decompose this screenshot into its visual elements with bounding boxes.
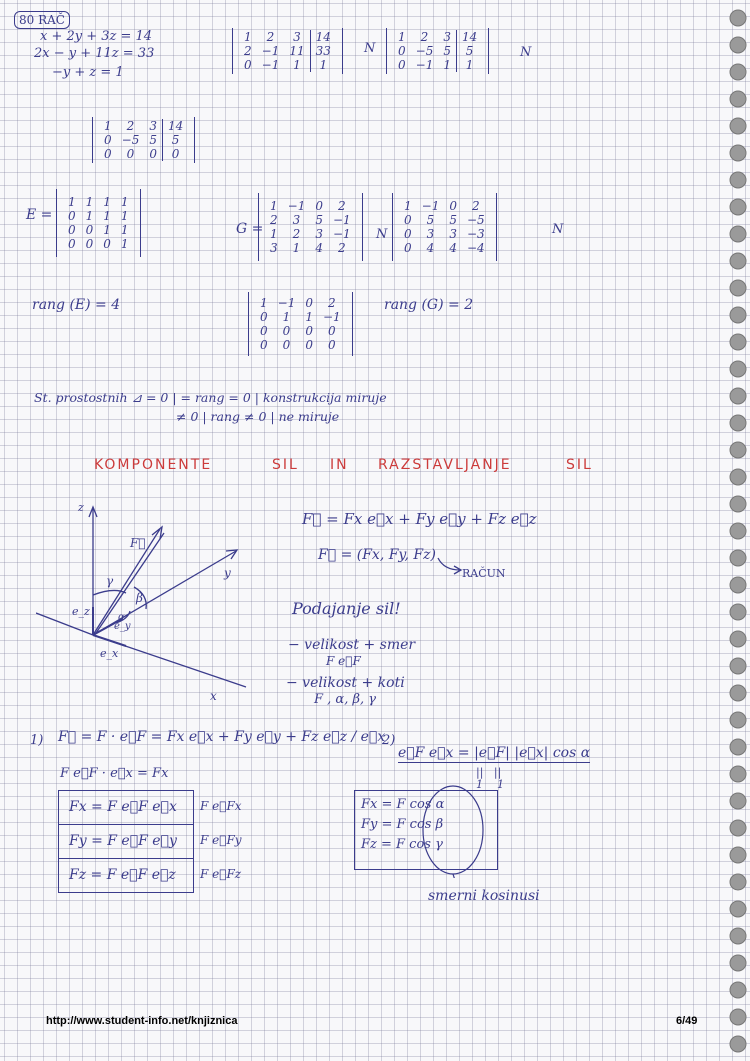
matrix-cell: 33 xyxy=(310,44,336,58)
cos-row: Fz = F cos γ xyxy=(361,837,443,852)
matrix-cell: 3 xyxy=(292,213,301,227)
matrix-cell: 3 xyxy=(270,241,278,255)
matrix-cell: 0 xyxy=(68,237,76,251)
matrix-cell: −1 xyxy=(261,44,280,58)
matrix-cell: −1 xyxy=(261,58,280,72)
matrix-cell: 0 xyxy=(104,147,112,161)
section-title-part: SIL xyxy=(566,457,593,473)
matrix-cell: −1 xyxy=(332,227,351,241)
z-label: z xyxy=(78,501,84,514)
matrix-cell: 0 xyxy=(305,324,313,338)
racun-label: RAČUN xyxy=(462,567,506,580)
matrix-cell: 14 xyxy=(310,30,336,44)
matrix-cell: 1 xyxy=(103,223,111,237)
matrix-g xyxy=(258,193,363,261)
force-diagram xyxy=(36,495,256,705)
matrix-cell: 1 xyxy=(85,209,94,223)
matrix-cell: 2 xyxy=(292,227,301,241)
cos-row: Fx = F cos α xyxy=(361,797,445,812)
matrix-cell: 1 xyxy=(260,296,268,310)
matrix-cell: 1 xyxy=(120,223,129,237)
matrix-cell: 0 xyxy=(282,338,291,352)
x-label: x xyxy=(210,689,217,703)
gamma-label: γ xyxy=(106,574,114,588)
matrix-cell: 5 xyxy=(456,44,482,58)
bullet-1-sub: F e⃗F xyxy=(326,654,361,668)
matrix-cell: 5 xyxy=(449,213,457,227)
matrix-cell: 0 xyxy=(398,44,406,58)
matrix-cell: 1 xyxy=(68,195,76,209)
bullet-1: − velikost + smer xyxy=(288,637,416,653)
matrix-cell: 0 xyxy=(68,223,76,237)
matrix-cell: 1 xyxy=(310,58,336,72)
matrix-cell: 1 xyxy=(120,209,129,223)
matrix-cell: 14 xyxy=(162,119,188,133)
equiv-symbol: N xyxy=(376,227,388,242)
matrix-cell: 1 xyxy=(244,30,252,44)
matrix-cell: 2 xyxy=(338,199,346,213)
matrix-cell: 5 xyxy=(443,44,451,58)
equiv-symbol: N xyxy=(364,41,376,56)
f-label: F⃗ xyxy=(130,536,146,550)
label-e: E = xyxy=(26,207,53,223)
matrix-cell: 0 xyxy=(449,199,457,213)
matrix-cell: 1 xyxy=(282,310,291,324)
matrix-cell: 2 xyxy=(338,241,346,255)
matrix-cell: 1 xyxy=(85,195,94,209)
equiv-symbol: N xyxy=(520,45,532,60)
matrix-2 xyxy=(386,28,489,74)
box-row: Fz = F e⃗F e⃗z xyxy=(59,858,193,892)
matrix-cell: 2 xyxy=(266,30,275,44)
matrix-cell: 1 xyxy=(292,241,301,255)
equation-3: −y + z = 1 xyxy=(52,65,124,80)
matrix-cell: 4 xyxy=(449,241,457,255)
matrix-cell: −1 xyxy=(332,213,351,227)
header-tag: 80 RAČ xyxy=(14,11,70,29)
arrow-icon xyxy=(436,556,464,576)
matrix-cell: −1 xyxy=(287,199,306,213)
cos-row: Fy = F cos β xyxy=(361,817,444,832)
footer-url[interactable]: http://www.student-info.net/knjiznica xyxy=(46,1015,238,1027)
matrix-cell: 0 xyxy=(315,199,323,213)
matrix-cell: 2 xyxy=(126,119,135,133)
matrix-cell: 0 xyxy=(162,147,188,161)
matrix-cell: 2 xyxy=(244,44,252,58)
matrix-cell: −1 xyxy=(322,310,341,324)
matrix-e xyxy=(56,189,141,257)
matrix-cell: 1 xyxy=(103,209,111,223)
matrix-cell: 3 xyxy=(426,227,435,241)
side-label: F e⃗Fz xyxy=(200,867,242,881)
matrix-cell: 1 xyxy=(270,199,278,213)
box-row: Fy = F e⃗F e⃗y xyxy=(59,824,193,858)
matrix-cell: 2 xyxy=(328,296,336,310)
matrix-g3 xyxy=(248,292,353,356)
matrix-cell: 3 xyxy=(315,227,323,241)
matrix-cell: 1 xyxy=(456,58,482,72)
smerni-kosinusi: smerni kosinusi xyxy=(428,888,540,904)
matrix-cell: 1 xyxy=(103,195,111,209)
matrix-cell: 0 xyxy=(305,338,313,352)
beta-label: β xyxy=(136,591,143,605)
matrix-cell: −1 xyxy=(415,58,434,72)
matrix-cell: 1 xyxy=(293,58,301,72)
matrix-cell: 2 xyxy=(420,30,429,44)
part1-number: 1) xyxy=(30,733,44,748)
matrix-cell: −1 xyxy=(277,296,296,310)
matrix-cell: 4 xyxy=(426,241,435,255)
force-vector xyxy=(93,529,160,635)
matrix-cell: 0 xyxy=(328,324,336,338)
matrix-cell: 4 xyxy=(315,241,323,255)
matrix-cell: 1 xyxy=(305,310,313,324)
ex-label: e_x xyxy=(100,647,119,660)
matrix-cell: 1 xyxy=(120,237,129,251)
label-g: G = xyxy=(236,221,264,237)
part1-equation: F⃗ = F · e⃗F = Fx e⃗x + Fy e⃗y + Fz e⃗z / e⃗x xyxy=(58,729,386,745)
matrix-1 xyxy=(232,28,343,74)
rank-e: rang (E) = 4 xyxy=(32,297,121,313)
matrix-cell: 0 xyxy=(404,241,412,255)
matrix-cell: 0 xyxy=(260,338,268,352)
matrix-cell: 5 xyxy=(149,133,157,147)
part2-number: 2) xyxy=(382,733,396,748)
matrix-cell: 0 xyxy=(126,147,135,161)
matrix-cell: −5 xyxy=(121,133,140,147)
equiv-symbol: N xyxy=(552,222,564,237)
matrix-cell: 0 xyxy=(85,223,94,237)
box-row: Fx = F e⃗F e⃗x xyxy=(69,799,177,815)
matrix-cell: 0 xyxy=(404,227,412,241)
matrix-cell: 1 xyxy=(398,30,406,44)
matrix-cell: 0 xyxy=(404,213,412,227)
matrix-cell: 0 xyxy=(85,237,94,251)
matrix-cell: 0 xyxy=(260,310,268,324)
podajanje-heading: Podajanje sil! xyxy=(292,599,401,618)
part1-substitution: F e⃗F · e⃗x = Fx xyxy=(60,766,169,781)
matrix-cell: 2 xyxy=(472,199,480,213)
matrix-cell: 14 xyxy=(456,30,482,44)
matrix-cell: 0 xyxy=(398,58,406,72)
circle-highlight xyxy=(418,782,488,878)
matrix-g2 xyxy=(392,193,497,261)
matrix-cell: 5 xyxy=(315,213,323,227)
matrix-cell: 1 xyxy=(104,119,112,133)
section-title-part: IN xyxy=(330,457,349,473)
side-label: F e⃗Fy xyxy=(200,833,242,847)
matrix-cell: 1 xyxy=(443,58,451,72)
matrix-cell: 0 xyxy=(244,58,252,72)
matrix-cell: 11 xyxy=(289,44,305,58)
ez-label: e_z xyxy=(72,605,90,618)
section-title-part: RAZSTAVLJANJE xyxy=(378,457,512,473)
formula-f-components: F⃗ = Fx e⃗x + Fy e⃗y + Fz e⃗z xyxy=(302,510,537,528)
matrix-cell: 2 xyxy=(270,213,278,227)
matrix-cell: 3 xyxy=(293,30,301,44)
part2-ones: || || 1 1 xyxy=(476,766,504,791)
matrix-cell: 0 xyxy=(103,237,111,251)
matrix-cell: −1 xyxy=(421,199,440,213)
matrix-cell: 5 xyxy=(162,133,188,147)
matrix-cell: −5 xyxy=(466,213,485,227)
matrix-cell: 5 xyxy=(426,213,435,227)
matrix-cell: 0 xyxy=(260,324,268,338)
side-label: F e⃗Fx xyxy=(200,799,242,813)
matrix-cell: 0 xyxy=(68,209,76,223)
y-label: y xyxy=(224,566,231,580)
matrix-cell: 1 xyxy=(404,199,412,213)
matrix-cell: 1 xyxy=(120,195,129,209)
dof-line-2: ≠ 0 | rang ≠ 0 | ne miruje xyxy=(176,409,340,424)
matrix-cell: 0 xyxy=(328,338,336,352)
matrix-cell: −4 xyxy=(466,241,485,255)
matrix-cell: 3 xyxy=(149,119,157,133)
section-title-part: SIL xyxy=(272,457,299,473)
matrix-cell: 0 xyxy=(149,147,157,161)
alpha-label: α xyxy=(118,612,125,623)
page-number: 6/49 xyxy=(676,1015,698,1027)
matrix-3 xyxy=(92,117,195,163)
part1-box xyxy=(58,790,194,893)
matrix-cell: 0 xyxy=(104,133,112,147)
matrix-cell: 0 xyxy=(282,324,291,338)
spiral-binding xyxy=(724,0,750,1061)
matrix-cell: 3 xyxy=(449,227,457,241)
matrix-cell: 1 xyxy=(270,227,278,241)
equation-1: x + 2y + 3z = 14 xyxy=(40,29,153,44)
formula-f-tuple: F⃗ = (Fx, Fy, Fz) xyxy=(318,547,436,563)
bullet-2-sub: F , α, β, γ xyxy=(314,692,377,707)
dof-line-1: St. prostostnih ⊿ = 0 | = rang = 0 | konstrukcija miruje xyxy=(34,390,387,405)
ey-label: e_y xyxy=(114,621,131,632)
matrix-cell: 0 xyxy=(305,296,313,310)
matrix-cell: −5 xyxy=(415,44,434,58)
matrix-cell: −3 xyxy=(466,227,485,241)
section-title-part: KOMPONENTE xyxy=(94,457,213,473)
bullet-2: − velikost + koti xyxy=(286,675,405,691)
rank-g: rang (G) = 2 xyxy=(384,297,474,313)
matrix-cell: 3 xyxy=(443,30,451,44)
equation-2: 2x − y + 11z = 33 xyxy=(34,46,155,61)
part2-equation: e⃗F e⃗x = |e⃗F| |e⃗x| cos α xyxy=(398,745,591,761)
